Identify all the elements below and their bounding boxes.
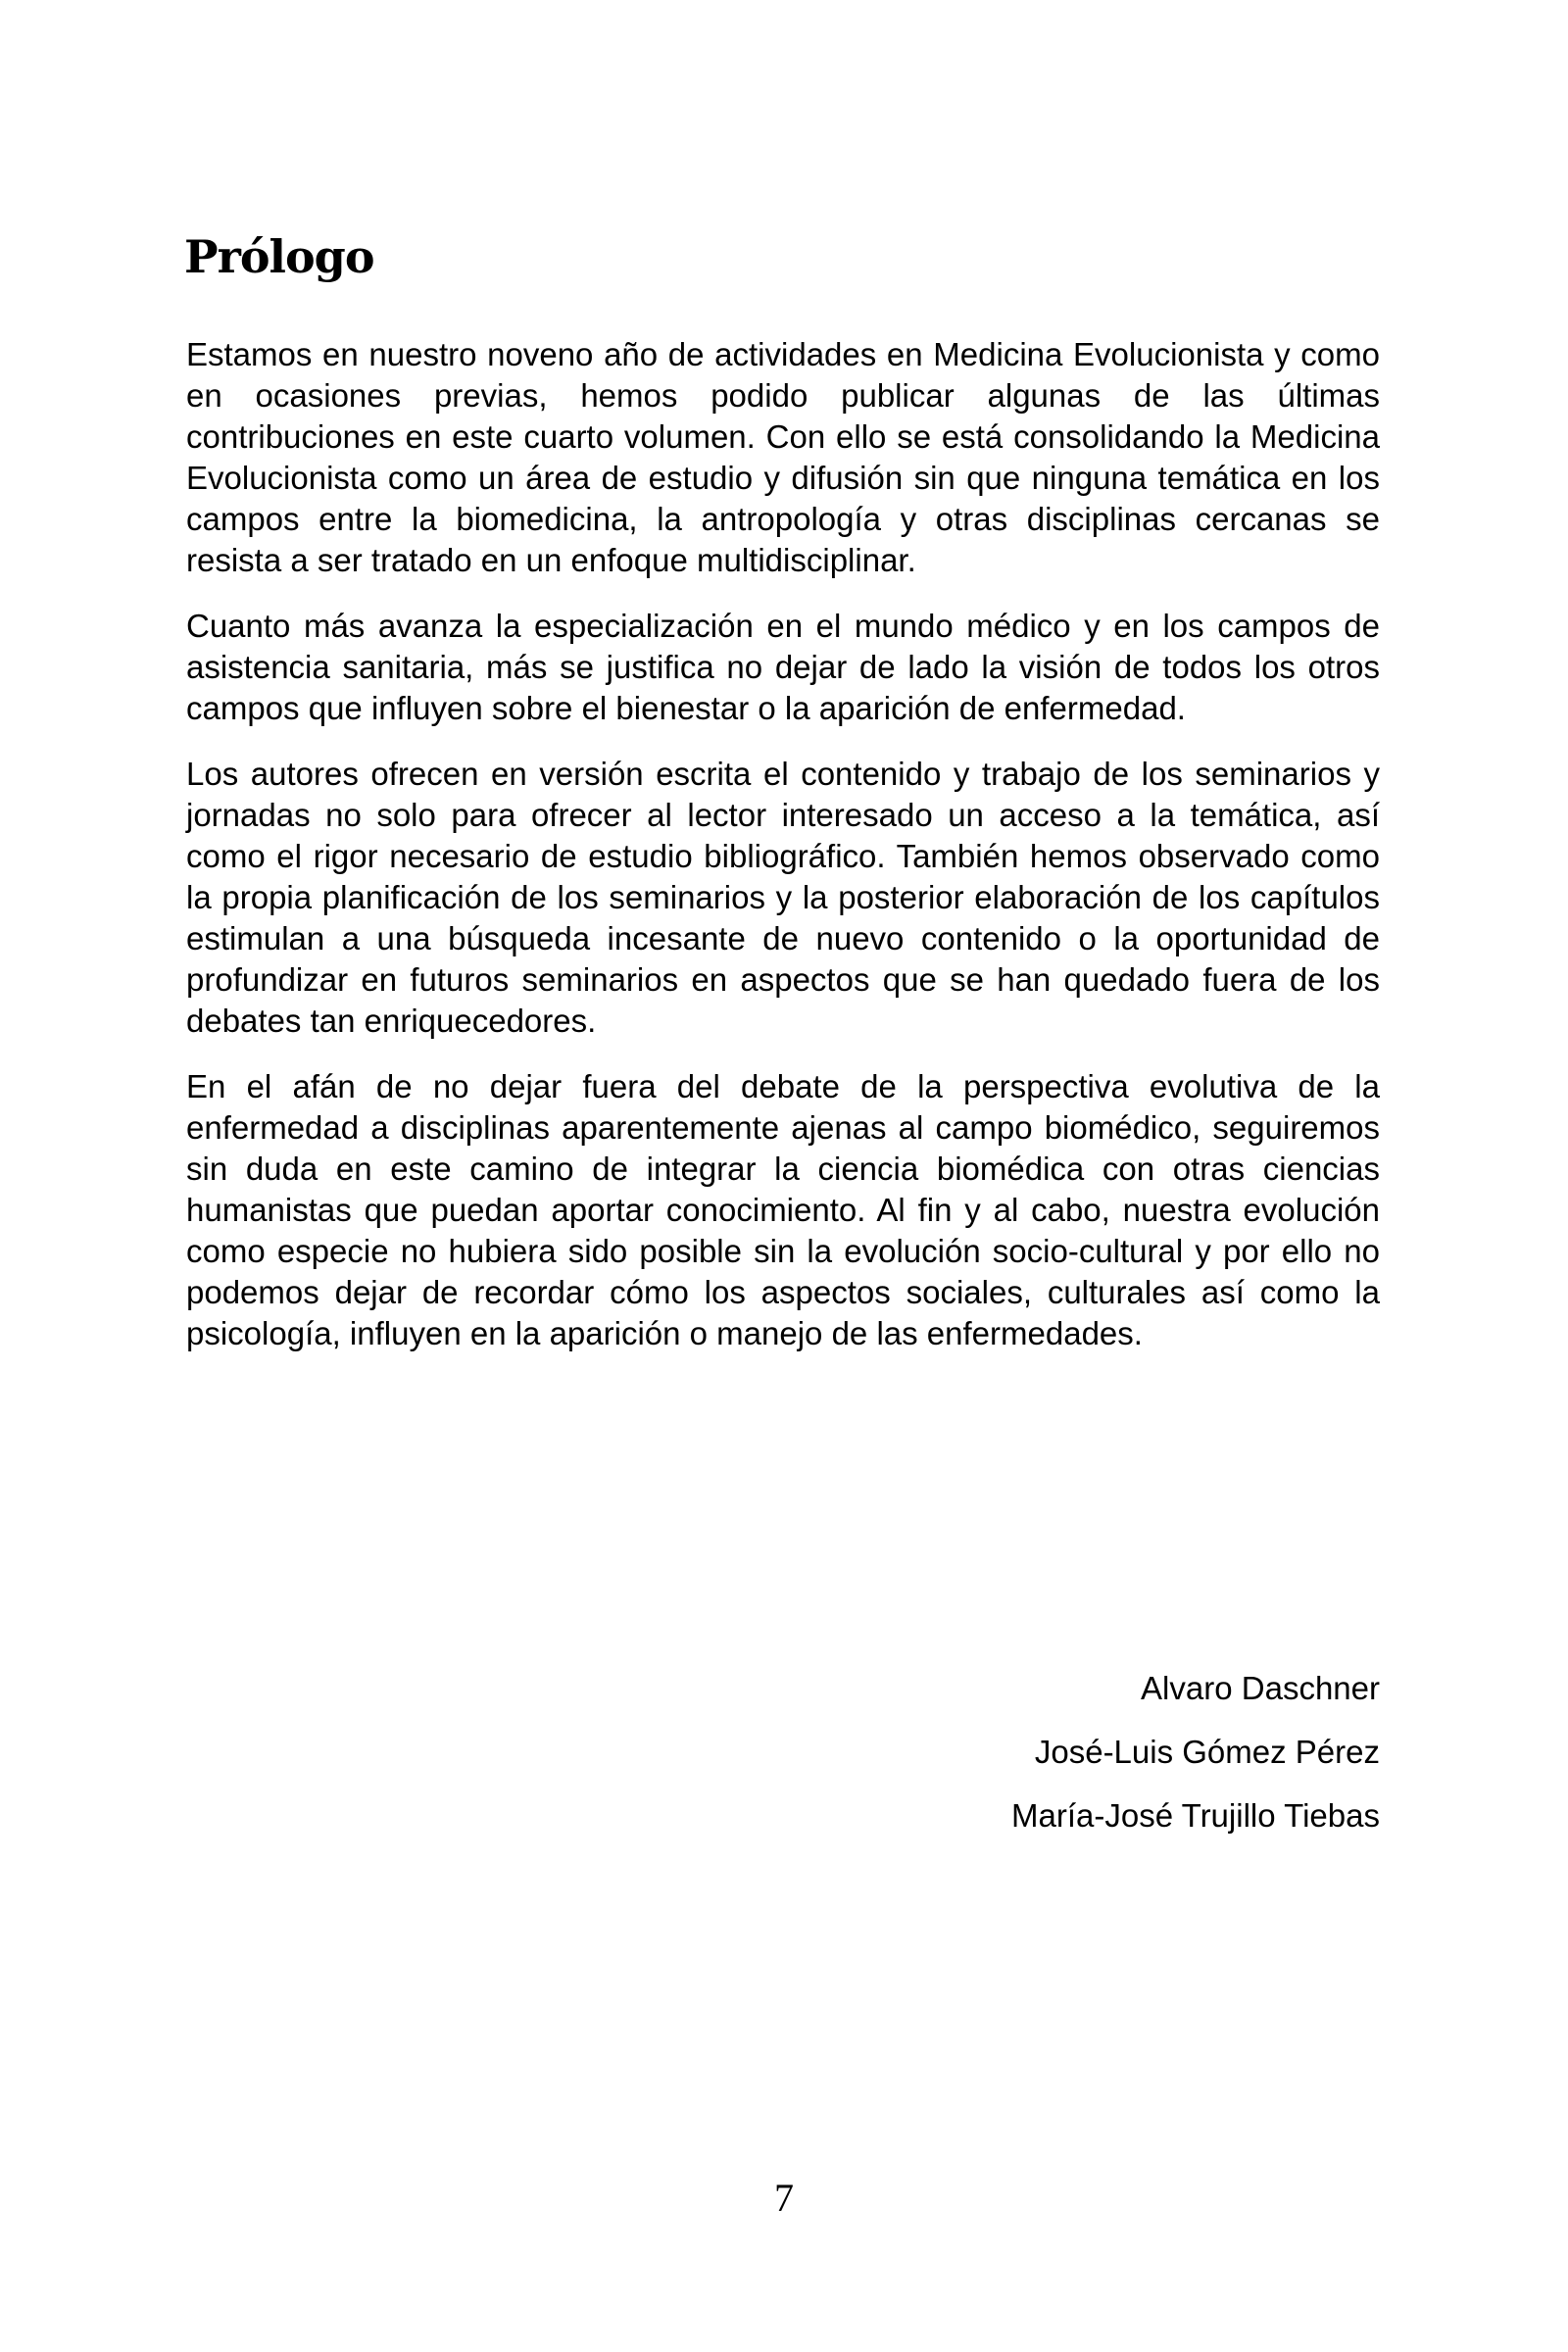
page-title: Prólogo	[184, 230, 374, 283]
author-signatures	[1011, 1656, 1380, 1847]
page-number: 7	[774, 2176, 794, 2220]
paragraph: En el afán de no dejar fuera del debate de la perspectiva evolutiva de la enfermedad a disciplinas aparentemente ajenas al campo biomédico, seguiremos sin duda en este camino de integrar la ciencia biomédica con otras ciencias humanistas que puedan aportar conocimiento. Al fin y al cabo, nuestra evolución como especie no hubiera sido posible sin la evolución socio-cultural y por ello no podemos dejar de recordar cómo los aspectos sociales, culturales así como la psicología, influyen en la aparición o manejo de las enfermedades.	[186, 1068, 1380, 1351]
author-name: María-José Trujillo Tiebas	[1011, 1797, 1380, 1834]
paragraph: Estamos en nuestro noveno año de actividades en Medicina Evolucionista y como en ocasiones previas, hemos podido publicar algunas de las últimas contribuciones en este cuarto volumen. Con ello se está consolidando la Medicina Evolucionista como un área de estudio y difusión sin que ninguna temática en los campos entre la biomedicina, la antropología y otras disciplinas cercanas se resista a ser tratado en un enfoque multidisciplinar.	[186, 336, 1380, 578]
prologue-body	[186, 334, 1380, 1379]
author-name: José-Luis Gómez Pérez	[1034, 1734, 1380, 1770]
paragraph: Cuanto más avanza la especialización en el mundo médico y en los campos de asistencia sanitaria, más se justifica no dejar de lado la visión de todos los otros campos que influyen sobre el bienestar o la aparición de enfermedad.	[186, 608, 1380, 726]
paragraph: Los autores ofrecen en versión escrita el contenido y trabajo de los seminarios y jornadas no solo para ofrecer al lector interesado un acceso a la temática, así como el rigor necesario de estudio bibliográfico. También hemos observado como la propia planificación de los seminarios y la posterior elaboración de los capítulos estimulan a una búsqueda incesante de nuevo contenido o la oportunidad de profundizar en futuros seminarios en aspectos que se han quedado fuera de los debates tan enriquecedores.	[186, 756, 1380, 1039]
author-name: Alvaro Daschner	[1141, 1670, 1380, 1706]
